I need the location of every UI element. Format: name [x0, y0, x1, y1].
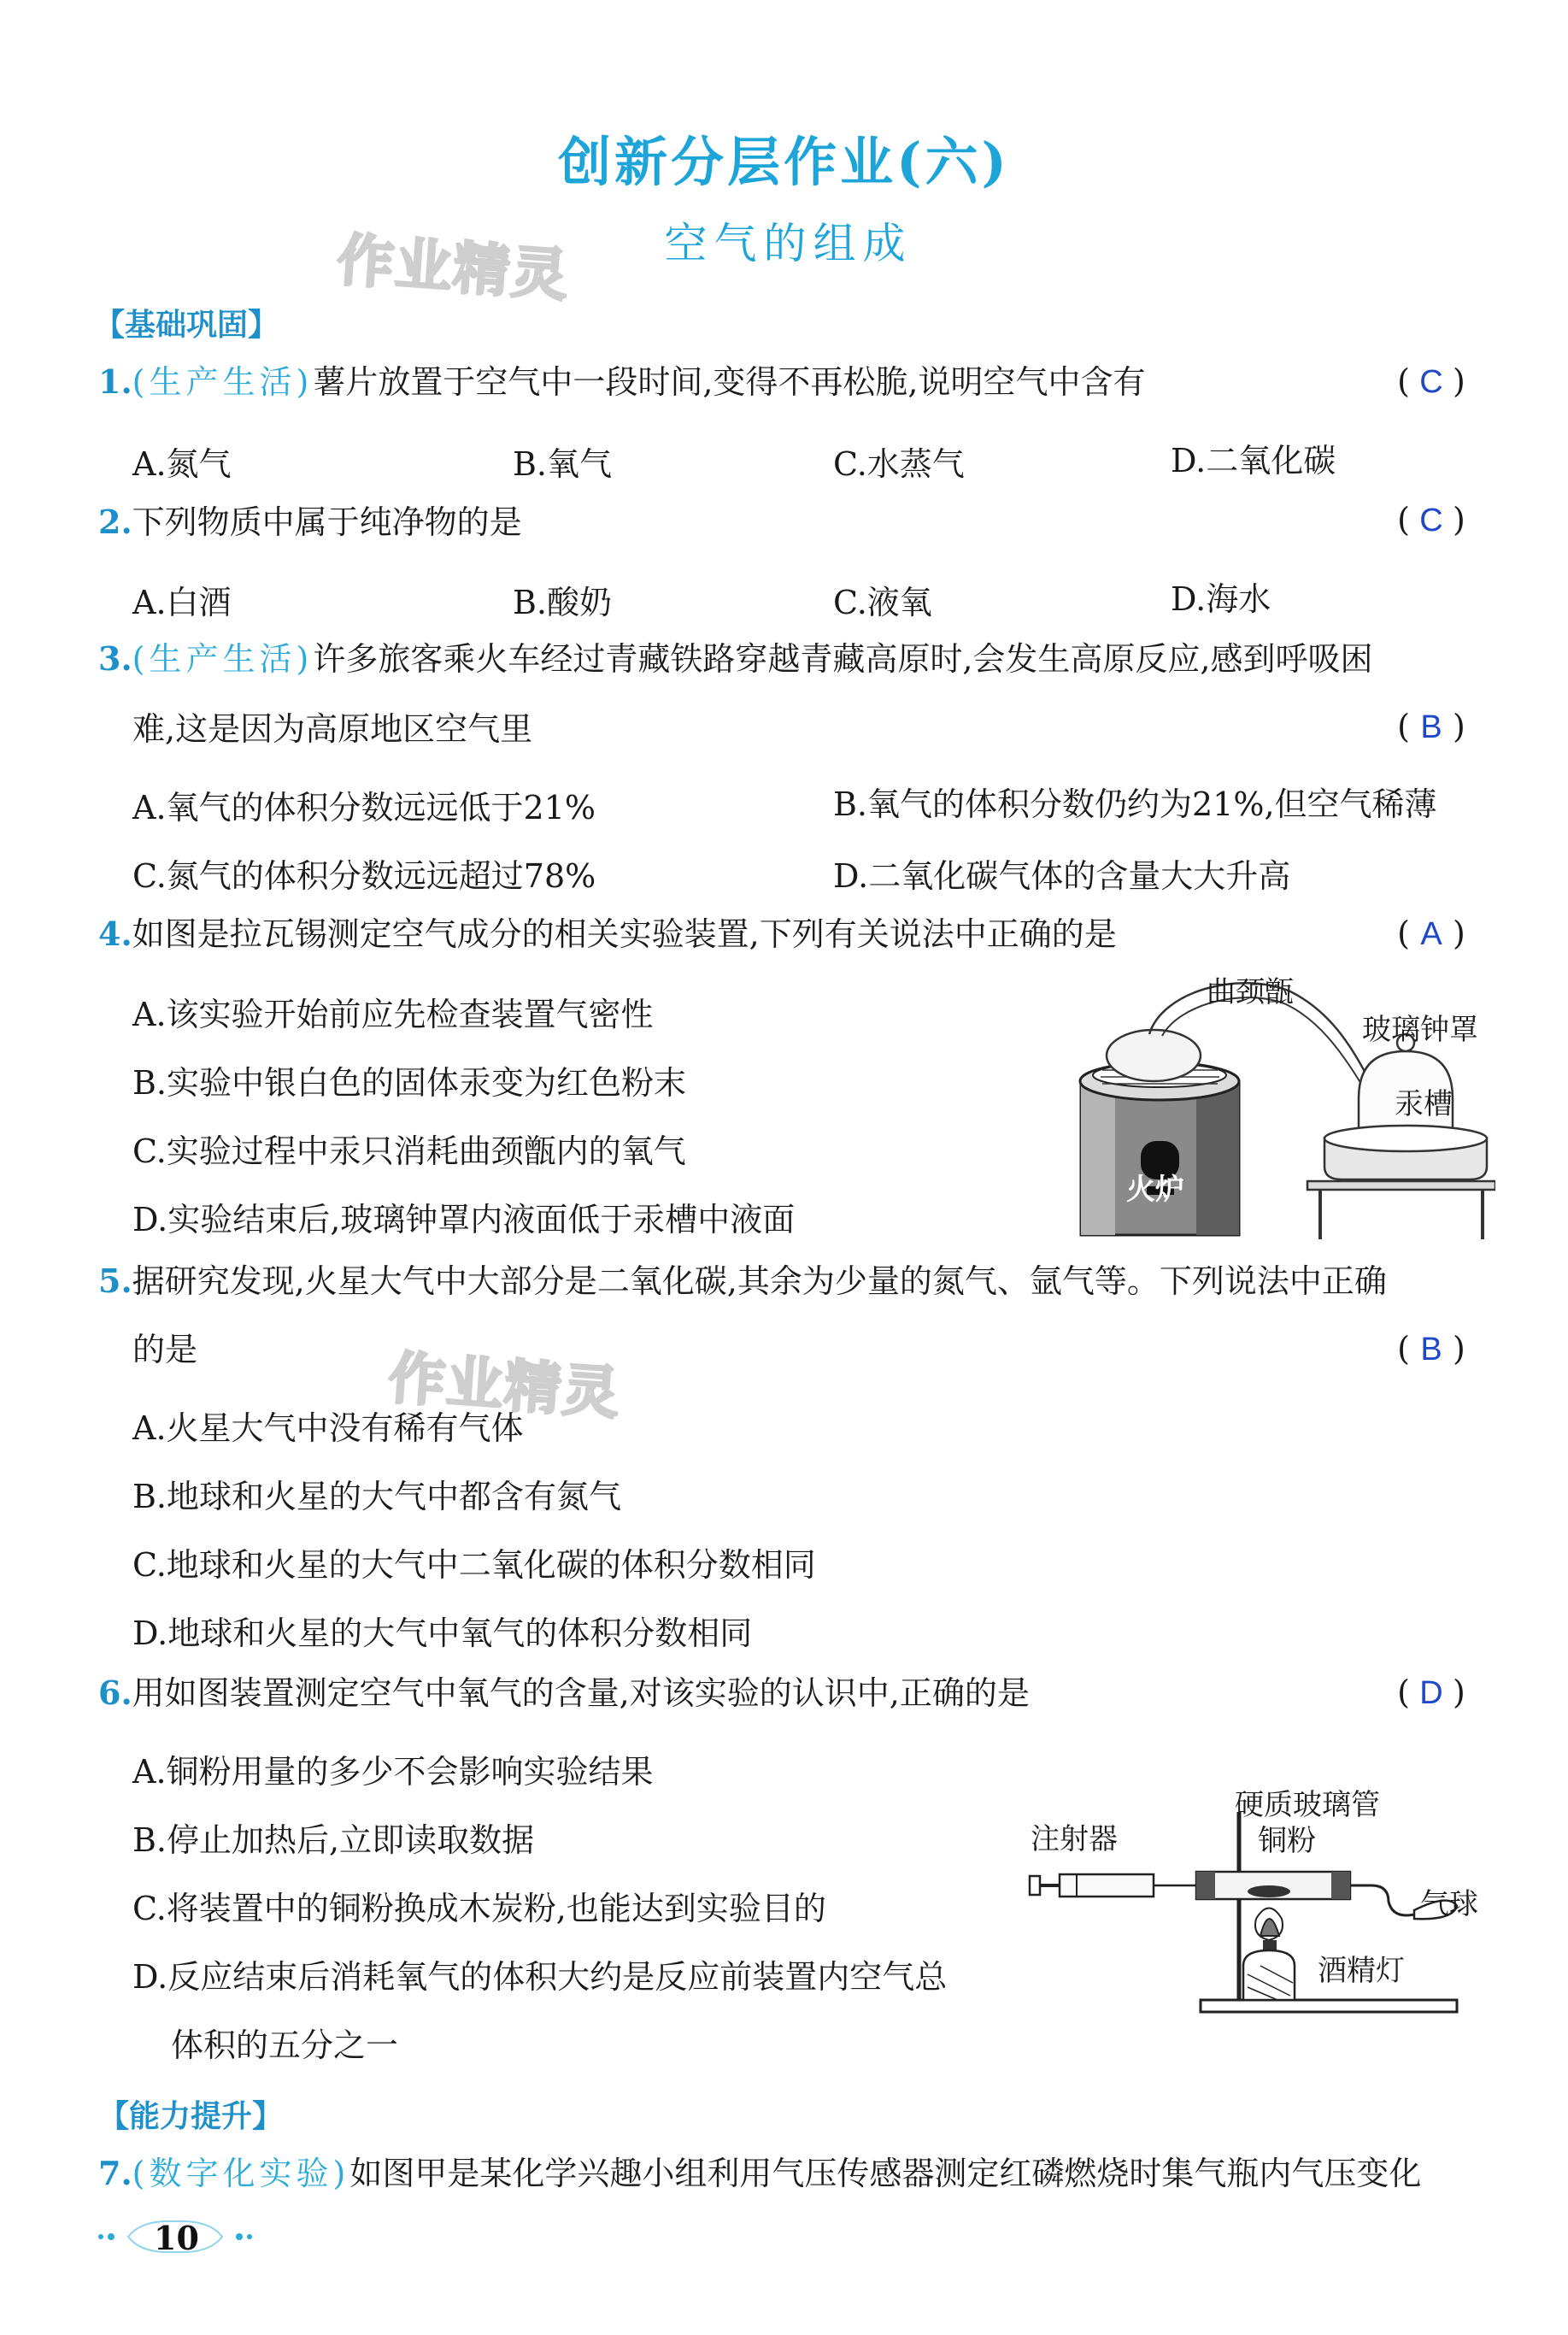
- q5-option-d: D.地球和火星的大气中氧气的体积分数相同: [132, 1615, 753, 1652]
- page-number: 10: [154, 2219, 199, 2257]
- q2-option-c: C.液氧: [833, 584, 932, 621]
- q5-option-a: A.火星大气中没有稀有气体: [132, 1409, 524, 1447]
- question-number: 5.: [98, 1262, 132, 1300]
- mercury-trough-shape: [1307, 1126, 1495, 1239]
- label-syringe: 注射器: [1031, 1822, 1118, 1856]
- answer-1: ( C ): [1397, 362, 1465, 400]
- question-text: 薯片放置于空气中一段时间,变得不再松脆,说明空气中含有: [313, 363, 1146, 401]
- q6-option-d: D.反应结束后消耗氧气的体积大约是反应前装置内空气总: [132, 1958, 948, 1996]
- glass-tube-shape: [1196, 1872, 1350, 1899]
- q4-option-a: A.该实验开始前应先检查装置气密性: [132, 996, 654, 1033]
- q6-option-c: C.将装置中的铜粉换成木炭粉,也能达到实验目的: [132, 1890, 826, 1927]
- question-tag: (生产生活): [132, 640, 314, 678]
- alcohol-lamp-shape: [1243, 1909, 1295, 2001]
- question-text: 据研究发现,火星大气中大部分是二氧化碳,其余为少量的氮气、氩气等。下列说法中正确: [132, 1262, 1387, 1300]
- question-2: [98, 503, 522, 541]
- question-number: 6.: [98, 1673, 132, 1712]
- label-glass-tube: 硬质玻璃管: [1235, 1788, 1380, 1822]
- question-number: 2.: [98, 503, 132, 541]
- watermark-middle: 作业精灵: [386, 1344, 623, 1427]
- answer-6: ( D ): [1397, 1673, 1465, 1711]
- q6-option-d-line2: 体积的五分之一: [171, 2026, 399, 2064]
- q5-option-c: C.地球和火星的大气中二氧化碳的体积分数相同: [132, 1546, 816, 1584]
- question-number: 7.: [98, 2154, 132, 2192]
- answer-5: ( B ): [1397, 1330, 1465, 1367]
- label-furnace: 火炉: [1126, 1173, 1184, 1207]
- question-number: 1.: [98, 362, 132, 401]
- label-balloon: 气球: [1420, 1887, 1478, 1921]
- label-bell-jar: 玻璃钟罩: [1362, 1013, 1478, 1047]
- q5-option-b: B.地球和火星的大气中都含有氮气: [132, 1478, 622, 1515]
- q4-option-c: C.实验过程中汞只消耗曲颈甑内的氧气: [132, 1132, 686, 1170]
- q3-option-c: C.氮气的体积分数远远超过78%: [132, 857, 596, 895]
- furnace-shape: [1080, 1062, 1239, 1235]
- question-7: [98, 2154, 1422, 2192]
- label-mercury-trough: 汞槽: [1395, 1087, 1453, 1121]
- q1-option-c: C.水蒸气: [833, 445, 965, 483]
- q3-option-a: A.氧气的体积分数远远低于21%: [132, 789, 596, 826]
- question-tag: (数字化实验): [132, 2155, 350, 2192]
- answer-4: ( A ): [1397, 915, 1465, 952]
- question-number: 3.: [98, 639, 132, 678]
- q3-option-b: B.氧气的体积分数仍约为21%,但空气稀薄: [833, 785, 1437, 823]
- question-1: [98, 362, 1146, 401]
- watermark-top: 作业精灵: [335, 226, 572, 309]
- question-text: 下列物质中属于纯净物的是: [132, 503, 522, 541]
- q2-option-b: B.酸奶: [513, 584, 613, 621]
- question-tag: (生产生活): [132, 363, 314, 401]
- question-5-line2: 的是: [132, 1331, 198, 1368]
- question-5: [98, 1262, 1387, 1300]
- answer-3: ( B ): [1397, 708, 1465, 745]
- q1-option-b: B.氧气: [513, 445, 613, 483]
- section-basic: 【基础巩固】: [94, 308, 279, 343]
- label-alcohol-lamp: 酒精灯: [1318, 1954, 1405, 1988]
- q1-option-a: A.氮气: [132, 445, 232, 483]
- q4-option-b: B.实验中银白色的固体汞变为红色粉末: [132, 1064, 687, 1102]
- q4-option-d: D.实验结束后,玻璃钟罩内液面低于汞槽中液面: [132, 1201, 796, 1238]
- question-3: [98, 639, 1373, 678]
- section-advanced: 【能力提升】: [98, 2099, 284, 2134]
- syringe-shape: [1030, 1874, 1201, 1897]
- question-6: [98, 1673, 1030, 1712]
- page-subtitle: 空气的组成: [664, 219, 913, 268]
- question-number: 4.: [98, 915, 132, 953]
- q6-option-b: B.停止加热后,立即读取数据: [132, 1821, 535, 1859]
- label-retort: 曲颈甑: [1207, 975, 1294, 1009]
- question-4: [98, 915, 1117, 953]
- q6-option-a: A.铜粉用量的多少不会影响实验结果: [132, 1753, 654, 1791]
- page-title: 创新分层作业(六): [558, 131, 1010, 193]
- q3-option-d: D.二氧化碳气体的含量大大升高: [833, 857, 1291, 895]
- question-text: 如图是拉瓦锡测定空气成分的相关实验装置,下列有关说法中正确的是: [132, 915, 1117, 953]
- question-text: 许多旅客乘火车经过青藏铁路穿越青藏高原时,会发生高原反应,感到呼吸困: [313, 640, 1373, 678]
- question-3-line2: 难,这是因为高原地区空气里: [132, 710, 533, 748]
- q2-option-d: D.海水: [1171, 580, 1271, 618]
- q1-option-d: D.二氧化碳: [1171, 442, 1336, 479]
- question-text: 用如图装置测定空气中氧气的含量,对该实验的认识中,正确的是: [132, 1674, 1030, 1712]
- answer-2: ( C ): [1397, 501, 1465, 538]
- q2-option-a: A.白酒: [132, 584, 232, 621]
- question-text: 如图甲是某化学兴趣小组利用气压传感器测定红磷燃烧时集气瓶内气压变化: [349, 2155, 1422, 2192]
- label-copper-powder: 铜粉: [1258, 1824, 1316, 1858]
